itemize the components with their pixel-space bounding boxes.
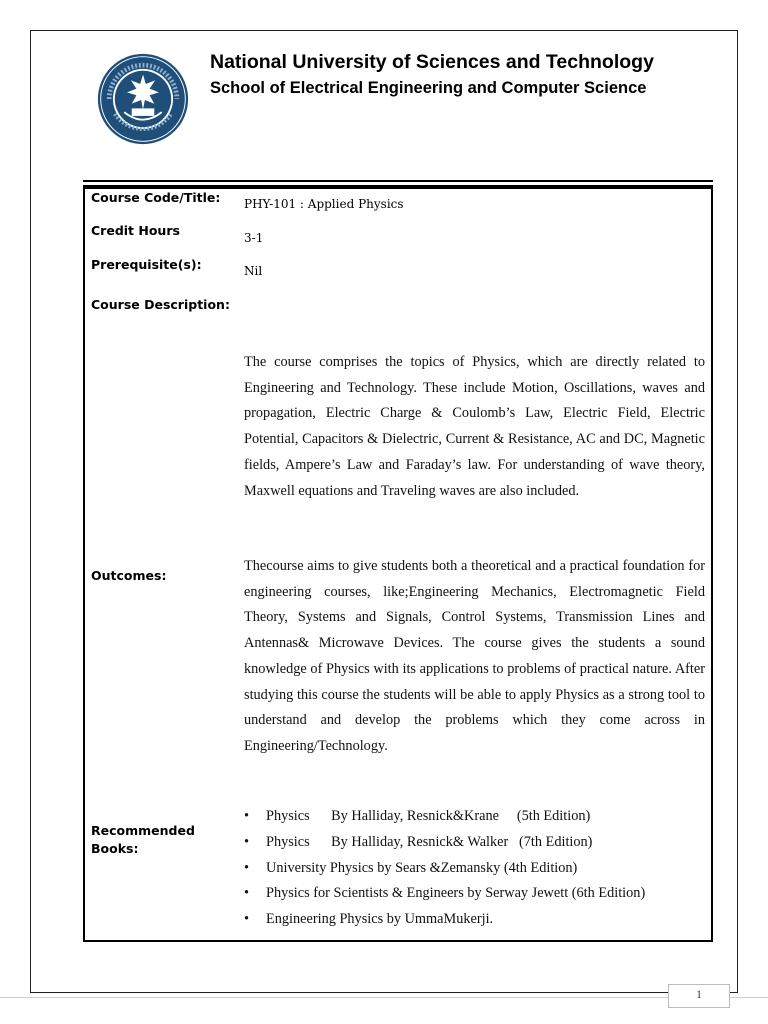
bullet-icon: • xyxy=(244,911,250,928)
book-item xyxy=(244,832,705,858)
school-name: School of Electrical Engineering and Computer Science xyxy=(210,79,647,97)
book-item xyxy=(244,806,705,832)
course-description-label: Course Description: xyxy=(91,297,230,312)
bullet-icon: • xyxy=(244,859,250,876)
outcomes-label: Outcomes: xyxy=(91,568,167,583)
book-item xyxy=(244,883,705,909)
prerequisite-label: Prerequisite(s): xyxy=(91,257,202,272)
recommended-books-label-2: Books: xyxy=(91,841,139,856)
credit-hours-value: 3-1 xyxy=(244,231,264,245)
course-code-value: PHY-101 : Applied Physics xyxy=(244,197,404,211)
bullet-icon: • xyxy=(244,808,250,824)
footer-rule xyxy=(0,997,768,998)
university-name: National University of Sciences and Technology xyxy=(210,51,654,73)
page-number: 1 xyxy=(668,984,730,1008)
university-logo xyxy=(95,52,191,146)
book-title: Engineering Physics by UmmaMukerji. xyxy=(266,911,494,928)
bullet-icon: • xyxy=(244,885,250,902)
book-title: University Physics by Sears &Zemansky (4th Edition) xyxy=(266,859,578,876)
bullet-icon: • xyxy=(244,833,250,850)
outcomes-text: Thecourse aims to give students both a theoretical and a practical foundation for engineering courses, like;Engineering Mechanics, Electromagnetic Field Theory, Systems and Signals, Control Systems, Transmission Lines and Antennas& Microwave Devices. The course gives the students a sound knowledge of Physics with its applications to problems of practical nature. After studying this course the students will be able to apply Physics as a strong tool to understand and develop the problems which they come across in Engineering/Technology. xyxy=(244,558,705,754)
book-title: Physics By Halliday, Resnick& Walker (7th Edition) xyxy=(266,833,593,850)
course-description-text: The course comprises the topics of Physics, which are directly related to Engineering and Technology. These include Motion, Oscillations, waves and propagation, Electric Charge & Coulomb’s Law, Electric Field, Electric Potential, Capacitors & Dielectric, Current & Resistance, AC and DC, Magnetic fields, Ampere’s Law and Faraday’s law. For understanding of wave theory, Maxwell equations and Traveling waves are also included. xyxy=(244,354,705,499)
recommended-books-label: Recommended xyxy=(91,823,195,838)
prerequisite-value: Nil xyxy=(244,264,263,278)
book-title: Physics for Scientists & Engineers by Serway Jewett (6th Edition) xyxy=(266,885,646,902)
book-item xyxy=(244,909,705,935)
book-title: Physics By Halliday, Resnick&Krane (5th Edition) xyxy=(266,808,591,824)
course-code-label: Course Code/Title: xyxy=(91,190,221,205)
book-item xyxy=(244,858,705,884)
credit-hours-label: Credit Hours xyxy=(91,223,180,238)
recommended-books-list xyxy=(244,806,705,935)
